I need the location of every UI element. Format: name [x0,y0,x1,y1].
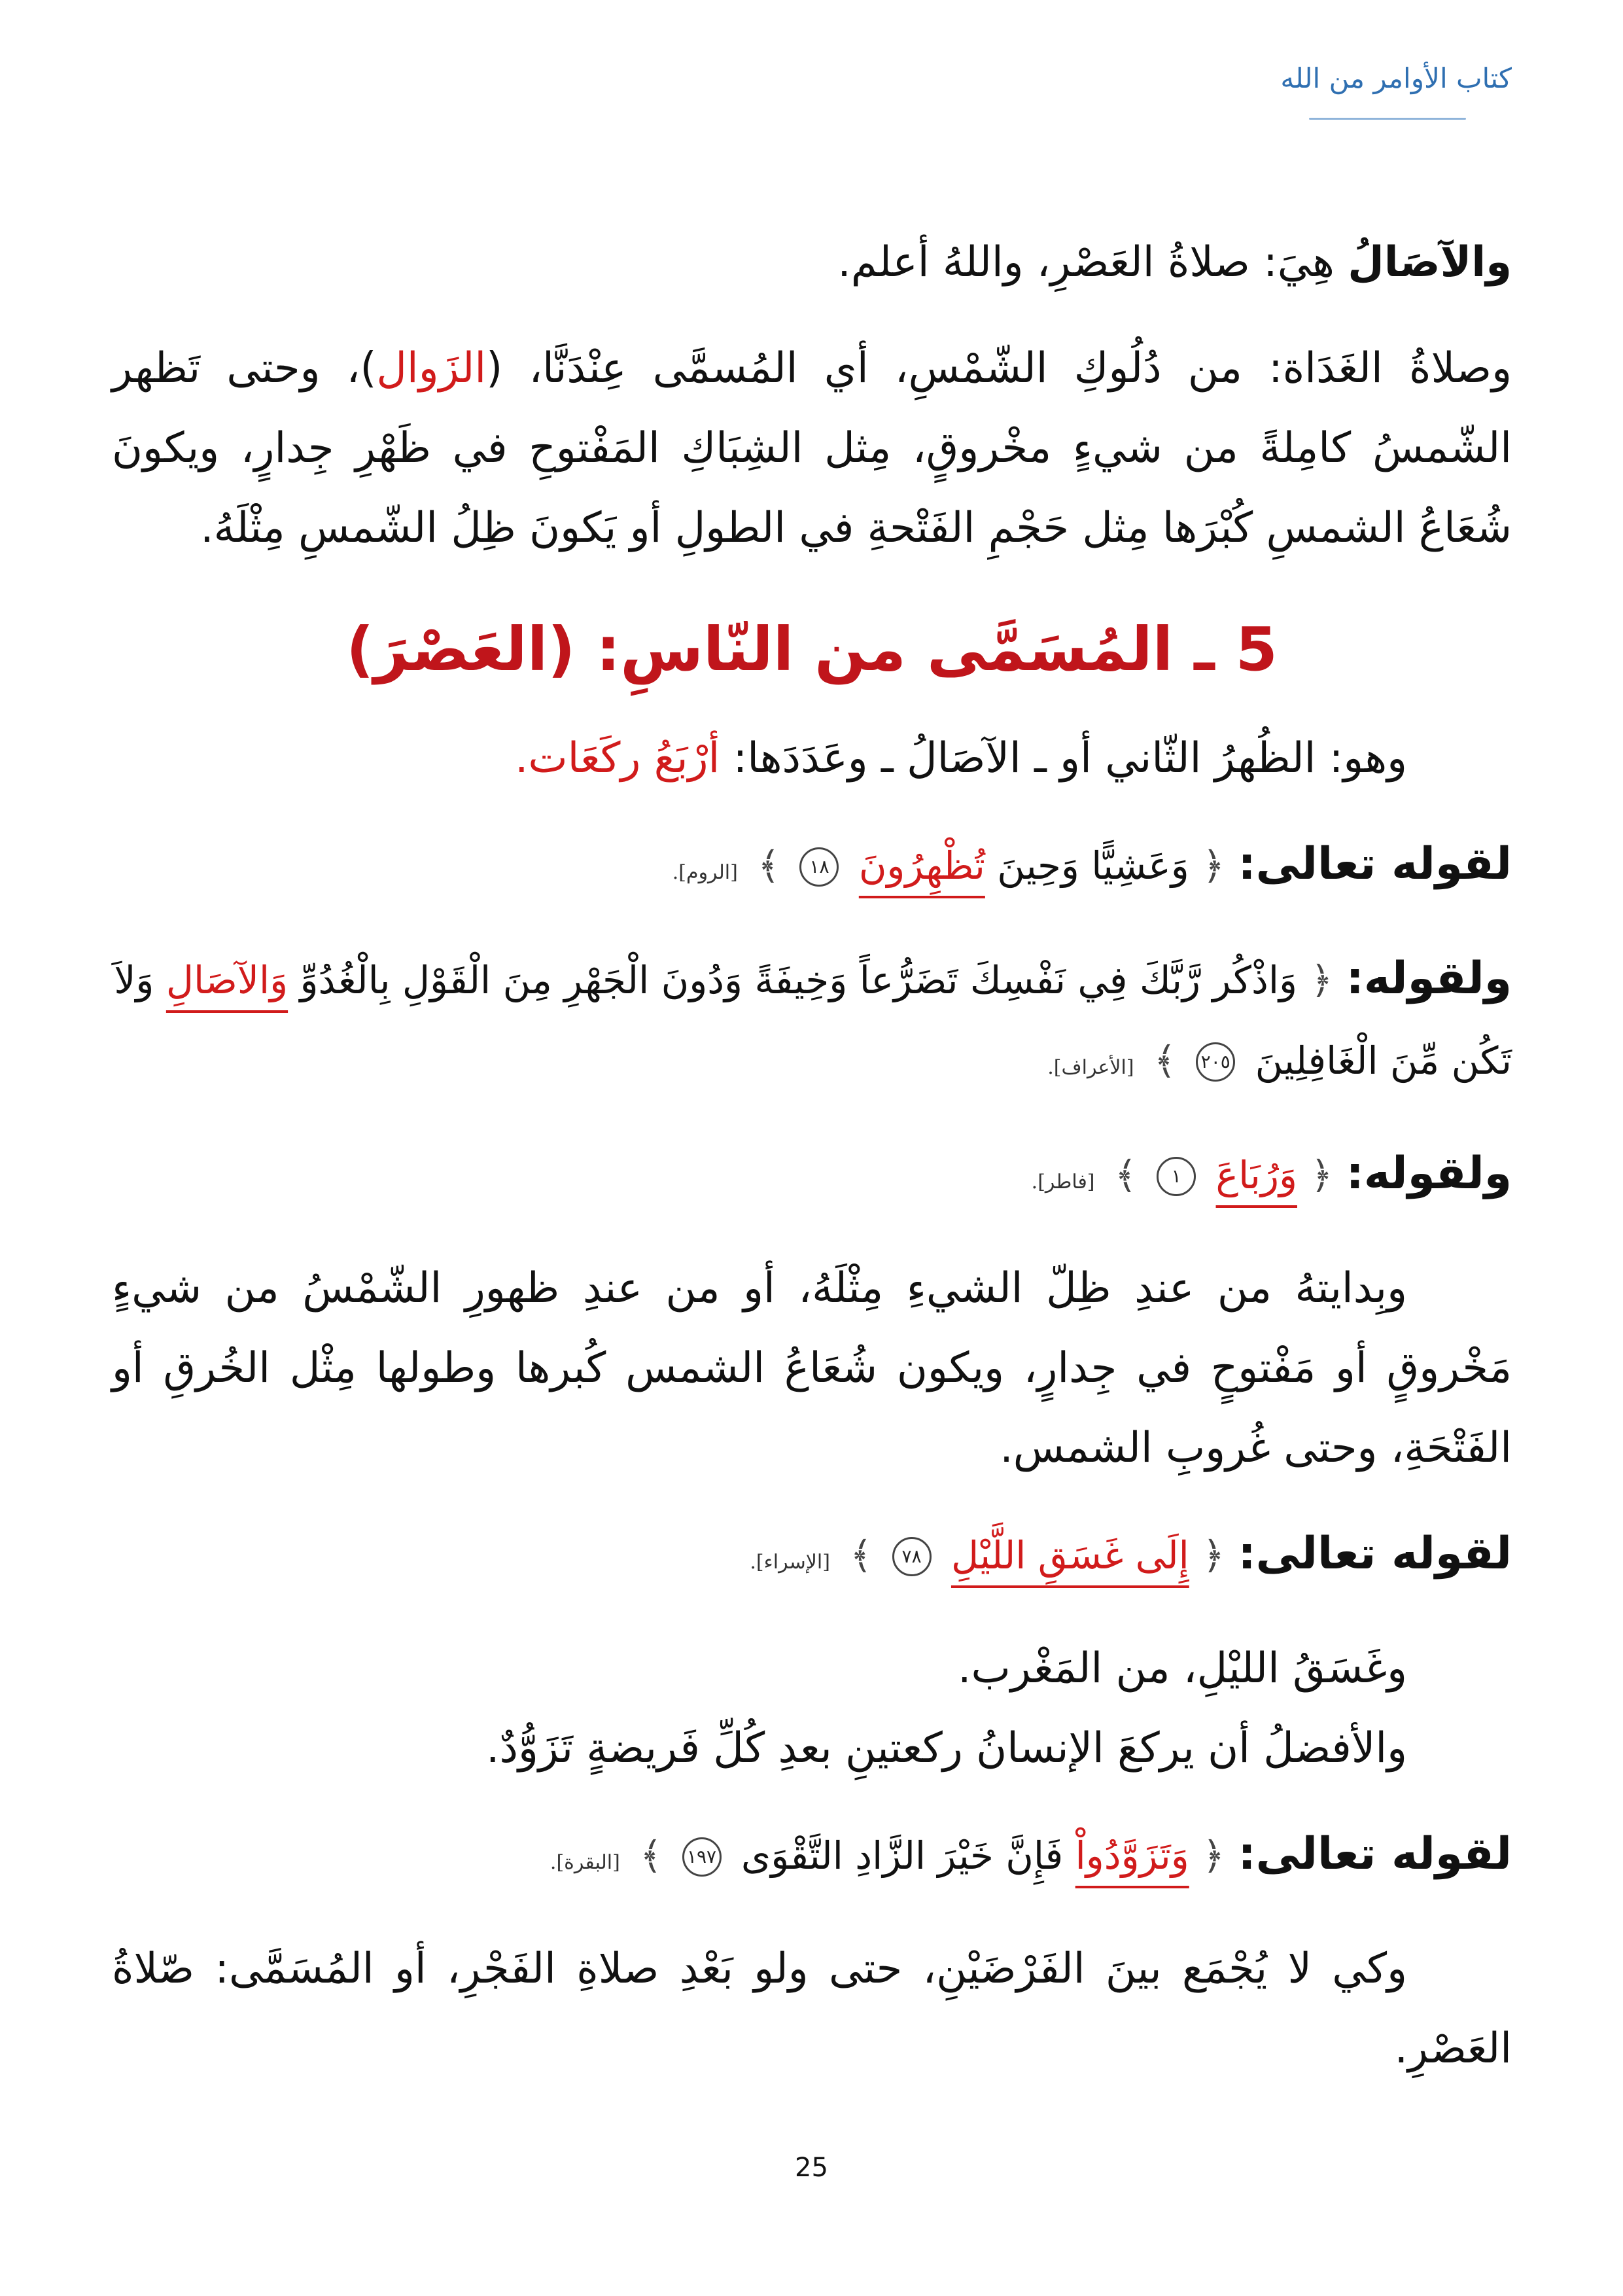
paragraph-conclusion: وكي لا يُجْمَع بينَ الفَرْضَيْنِ، حتى ولو بَعْدِ صلاةِ الفَجْرِ، أو المُسَمَّى: صّلاةُ العَصْرِ. [112,1945,1512,2073]
verse-isra [112,1514,1512,1602]
verse-highlight: إِلَى غَسَقِ اللَّيْلِ [951,1533,1189,1578]
verse-source: [الأعراف]. [1047,1056,1134,1079]
verse-highlight: تُظْهِرُونَ [858,843,985,888]
ayah-number-badge: ١ [1157,1157,1196,1196]
verse-text-continued: وَلاَ تَكُن مِّنَ الْغَافِلِينَ [114,958,1512,1083]
verse-label: لقوله تعالى: [1238,1828,1512,1880]
verse-source: [الإسراء]. [750,1551,830,1574]
term-asal: والآصَالُ [1348,238,1512,287]
paragraph-definition-text: وهو: الظُهرُ الثّاني أو ـ الآصَالُ ـ وعَدَدَها: [720,734,1407,783]
verse-highlight: وَتَزَوَّدُواْ [1075,1833,1189,1878]
verse-label: ولقوله: [1346,1148,1512,1199]
verse-open-bracket: ﴿ [1310,1153,1333,1197]
paragraph-ghadah [112,328,1512,568]
verse-label: ولقوله: [1346,953,1512,1004]
paragraph-definition [112,718,1512,798]
paragraph-asal-text: هِيَ: صلاةُ العَصْرِ، واللهُ أعلم. [837,238,1348,287]
paragraph-beginning: وبِدايتهُ من عندِ ظِلّ الشيءِ مِثْلَهُ، أو من عندِ ظهورِ الشّمْسُ من شيءٍ مَخْروقٍ أو مَفْتوحٍ في جِدارٍ، ويكون شُعَاعُ الشمس كُبرها وطولها مِثْل الخُرقِ أو الفَتْحَةِ، وحتى غُروبِ الشمس. [112,1264,1512,1472]
paragraph-asal [112,222,1512,302]
paragraph-ghadah-part1: وصلاةُ الغَدَاة: من دُلُوكِ الشّمْسِ، أي المُسمَّى عِنْدَنَّا، ( [486,344,1512,393]
verse-label: لقوله تعالى: [1238,1528,1512,1580]
ayah-number-badge: ١٨ [799,847,839,887]
verse-source: [البقرة]. [550,1851,620,1874]
page-number: 25 [795,2153,828,2183]
ayah-number-badge: ٧٨ [892,1537,932,1576]
verse-highlight: وَالآصَالِ [166,958,288,1002]
verse-source: [الروم]. [672,861,738,884]
verse-text: وَعَشِيًّا وَحِينَ [985,843,1189,888]
book-title-header: كتاب الأوامر من الله [1280,62,1512,94]
term-zawal: الزَوال [376,344,487,393]
verse-source: [فاطر]. [1031,1171,1095,1193]
ayah-number-badge: ٢٠٥ [1196,1042,1235,1082]
rakat-count: أرْبَعُ ركَعَات. [515,734,720,783]
ayah-number-badge: ١٩٧ [682,1837,722,1877]
paragraph-tazawwud: والأفضلُ أن يركعَ الإنسانُ ركعتينِ بعدِ كُلِّ فَريضةٍ تَزَوُّدٌ. [486,1724,1407,1773]
header-underline [1309,118,1466,120]
verse-rum [112,824,1512,913]
verse-text: وَاذْكُر رَّبَّكَ فِي نَفْسِكَ تَضَرُّعاً وَخِيفَةً وَدُونَ الْجَهْرِ مِنَ الْقَوْلِ بِالْغُدُوِّ [288,958,1297,1002]
verse-close-bracket: ﴾ [850,1533,873,1578]
verse-open-bracket: ﴿ [1202,843,1225,888]
verse-highlight: وَرُبَاعَ [1215,1153,1297,1197]
section-heading: 5 ـ المُسَمَّى من النّاسِ: (العَصْرَ) [346,614,1278,684]
verse-fatir [112,1134,1512,1222]
page-content [112,222,1512,2115]
verse-close-bracket: ﴾ [758,843,780,888]
verse-araf [112,939,1512,1108]
verse-open-bracket: ﴿ [1310,958,1333,1002]
verse-baqarah [112,1814,1512,1903]
paragraph-ghadah-part2: )، وحتى تَظهر الشّمسُ كامِلةً من شيءٍ مخْروقٍ، مِثل الشِبَاكِ المَفْتوحِ في ظَهْرِ جِدارٍ، ويكونَ شُعَاعُ الشمسِ كُبْرَها مِثل حَجْمِ الفَتْحةِ في الطولِ أو يَكونَ ظِلُ الشّمسِ مِثْلَهُ. [112,344,1512,552]
verse-open-bracket: ﴿ [1202,1533,1225,1578]
verse-text-continued: فَإِنَّ خَيْرَ الزَّادِ التَّقْوَى [741,1833,1075,1878]
verse-open-bracket: ﴿ [1202,1833,1225,1878]
verse-close-bracket: ﴾ [1153,1038,1176,1083]
verse-label: لقوله تعالى: [1238,838,1512,890]
verse-close-bracket: ﴾ [1114,1153,1137,1197]
paragraph-ghasaq: وغَسَقُ الليْلِ، من المَغْرب. [958,1644,1407,1693]
verse-close-bracket: ﴾ [640,1833,663,1878]
